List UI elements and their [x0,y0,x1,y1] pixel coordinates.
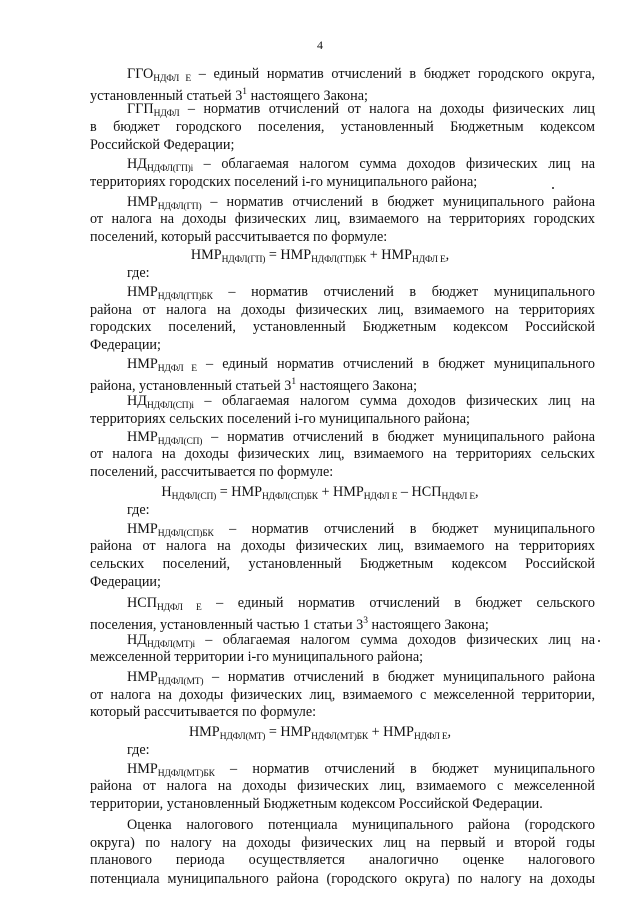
text-segment: , [447,724,452,740]
text-segment: НД [127,156,147,172]
text-line [127,66,595,83]
subscript-text: НДФЛ(СП)i [146,401,194,411]
text-segment: + НМР [366,247,413,263]
text-line [127,761,595,778]
text-segment: который рассчитывается по формуле: [90,704,317,720]
subscript-text: НДФЛ(МТ)i [146,640,195,650]
text-line [90,137,234,154]
subscript-text: НДФЛ(СП)БК [262,492,318,502]
subscript-text: НДФЛ Е [156,603,202,613]
text-line [90,337,161,354]
text-segment: от налога на доходы физических лиц, взимаемого с межселенной территории, [90,687,595,703]
text-line [90,778,595,795]
text-segment: межселенной территории i-го муниципального района; [90,649,424,665]
text-segment: – облагаемая налогом сумма доходов физических лиц на [193,393,595,409]
text-line [127,265,150,282]
text-line [90,229,387,246]
text-segment: Федерации; [90,337,161,353]
text-segment: НМР [127,194,158,210]
subscript-text: НДФЛ(МТ)БК [157,769,215,779]
text-segment: района, установленный статьей 3 [90,378,292,394]
text-segment: – облагаемая налогом сумма доходов физических лиц на [194,632,595,648]
text-segment: где: [127,742,150,758]
text-segment: НМР [127,761,158,777]
text-line [90,649,423,666]
text-line [90,319,595,336]
text-line [90,84,368,104]
text-segment: , [475,484,479,500]
text-line [90,538,595,555]
text-segment: территории, установленный Бюджетным кодексом Российской Федерации. [90,796,543,812]
text-segment: сельских поселений, установленный Бюджетным кодексом Российской [90,556,595,572]
subscript-text: НДФЛ Е [441,492,476,502]
text-segment: = НМР [265,724,312,740]
formula-line [0,484,640,501]
text-segment: + НМР [368,724,414,740]
text-segment: НД [127,393,147,409]
subscript-text: НДФЛ(МТ) [219,732,266,742]
superscript-text: 1 [291,377,297,387]
text-segment: НМР [190,247,222,263]
text-segment: = НМР [216,484,262,500]
text-segment: НМР [188,724,220,740]
text-line [90,574,161,591]
text-segment: – норматив отчислений в бюджет муниципального [212,284,595,300]
subscript-text: НДФЛ Е [363,492,398,502]
text-segment: – норматив отчислений в бюджет муниципального района [203,669,595,685]
text-line [127,742,150,759]
text-segment: Российской Федерации; [90,137,235,153]
superscript-text: 1 [242,87,248,97]
subscript-text: НДФЛ(ГП)БК [311,255,367,265]
text-line [127,502,150,519]
text-segment: – единый норматив отчислений в бюджет городского округа, [191,66,595,82]
text-segment: настоящего Закона; [247,88,368,104]
text-line [90,796,543,813]
text-line [90,374,418,394]
text-segment: , [445,247,450,263]
subscript-text: НДФЛ(МТ)БК [311,732,369,742]
text-line [127,521,595,538]
text-line [127,817,595,834]
text-line [127,356,595,373]
text-segment: + НМР [317,484,364,500]
text-segment: ГГО [127,66,154,82]
text-segment: Н [161,484,172,500]
text-line [90,464,333,481]
text-line [127,429,595,446]
text-line [90,556,595,573]
text-segment: – норматив отчислений в бюджет муниципального [213,521,595,537]
text-segment: – облагаемая налогом сумма доходов физических лиц на [193,156,595,172]
text-line [90,613,489,633]
text-segment: потенциала муниципального района (городского округа) по налогу на доходы [90,871,595,887]
text-line [90,211,595,228]
text-segment: НСП [127,595,157,611]
text-line [90,302,595,319]
formula-line [0,247,640,264]
text-segment: – единый норматив отчислений в бюджет сельского [201,595,595,611]
text-segment: НМР [127,284,158,300]
scan-speck [552,187,554,189]
page-number: 4 [317,38,323,52]
text-line [90,174,477,191]
subscript-text: НДФЛ(ГП)i [146,164,194,174]
subscript-text: НДФЛ(СП)БК [157,529,214,539]
subscript-text: НДФЛ Е [412,255,446,265]
superscript-text: 3 [363,616,368,626]
text-segment: настоящего Закона; [296,378,418,394]
text-segment: ГГП [127,101,154,117]
text-segment: НМР [127,521,158,537]
text-segment: установленный статьей 3 [90,88,243,104]
formula-line [0,724,640,741]
text-segment: – НСП [397,484,442,500]
text-line [127,101,595,118]
text-segment: – единый норматив отчислений в бюджет муниципального [196,356,596,372]
text-line [90,119,595,136]
text-segment: от налога на доходы физических лиц, взимаемого на территориях городских [90,211,595,227]
text-line [90,687,595,704]
text-line [90,411,470,428]
text-segment: городских поселений, установленный Бюджетным кодексом Российской [90,319,595,335]
text-segment: от налога на доходы физических лиц, взимаемого на территориях сельских [90,446,595,462]
text-segment: территориях сельских поселений i-го муниципального района; [90,411,470,427]
text-segment: поселений, который рассчитывается по формуле: [90,229,388,245]
text-segment: планового периода осуществляется аналогично оценке налогового [90,852,595,868]
text-segment: = НМР [265,247,312,263]
text-segment: – норматив отчислений в бюджет муниципального района [201,194,595,210]
text-segment: НД [127,632,147,648]
text-segment: – норматив отчислений в бюджет муниципального района [202,429,595,445]
subscript-text: НДФЛ Е [413,732,448,742]
text-segment: района от налога на доходы физических лиц, взимаемого с межселенной [90,778,595,794]
text-segment: настоящего Закона; [367,617,489,633]
text-segment: НМР [127,429,158,445]
text-segment: территориях городских поселений i-го муниципального района; [90,174,478,190]
text-segment: НМР [127,356,158,372]
text-segment: округа) по налогу на доходы физических лиц на первый и второй годы [90,835,595,851]
text-line [127,595,595,612]
text-line [90,852,595,869]
subscript-text: НДФЛ [153,109,180,119]
subscript-text: НДФЛ(СП) [171,492,217,502]
subscript-text: НДФЛ(ГП)БК [157,292,213,302]
text-line [127,156,595,173]
text-segment: поселения, установленный частью 1 статьи 3 [90,617,364,633]
text-line [127,284,595,301]
text-segment: – норматив отчислений от налога на доходы физических лиц [179,101,595,117]
text-segment: – норматив отчислений в бюджет муниципального [214,761,595,777]
subscript-text: НДФЛ(ГП) [157,202,202,212]
text-line [127,632,595,649]
text-line [90,871,595,888]
text-line [90,704,316,721]
text-segment: Федерации; [90,574,161,590]
text-segment: в бюджет городского поселения, установленный Бюджетным кодексом [90,119,595,135]
subscript-text: НДФЛ(ГП) [221,255,266,265]
text-line [127,194,595,211]
text-line [127,669,595,686]
text-segment: поселений, рассчитывается по формуле: [90,464,334,480]
text-segment: где: [127,502,150,518]
text-line [127,393,595,410]
subscript-text: НДФЛ(МТ) [157,677,204,687]
subscript-text: НДФЛ(СП) [157,437,203,447]
text-line [90,446,595,463]
text-segment: Оценка налогового потенциала муниципального района (городского [127,817,595,833]
subscript-text: НДФЛ Е [157,364,197,374]
text-segment: где: [127,265,150,281]
text-segment: района от налога на доходы физических лиц, взимаемого на территориях [90,302,595,318]
scan-speck [598,640,600,642]
subscript-text: НДФЛ Е [153,74,192,84]
text-segment: НМР [127,669,158,685]
text-line [90,835,595,852]
text-segment: района от налога на доходы физических лиц, взимаемого на территориях [90,538,595,554]
